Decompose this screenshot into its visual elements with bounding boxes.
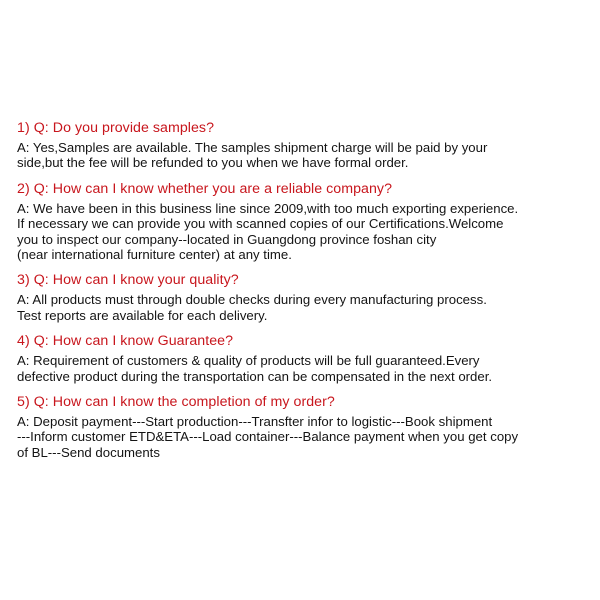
faq-answer-line: defective product during the transportation can be compensated in the next order. [17,368,493,384]
faq-answer-line: side,but the fee will be refunded to you when we have formal order. [17,155,409,171]
faq-answer [17,353,592,384]
faq-answer-line: If necessary we can provide you with scanned copies of our Certifications.Welcome [17,216,504,232]
faq-answer-line: A: Requirement of customers & quality of products will be full guaranteed.Every [17,353,480,369]
faq-answer-line: you to inspect our company--located in Guangdong province foshan city [17,231,437,247]
faq-answer [17,140,592,171]
faq-question: 5) Q: How can I know the completion of my order? [17,394,335,411]
faq-answer-line: ---Inform customer ETD&ETA---Load container---Balance payment when you get copy [17,429,519,445]
faq-answer [17,292,592,323]
faq-list [17,120,592,470]
faq-answer [17,414,592,460]
faq-question: 2) Q: How can I know whether you are a reliable company? [17,180,393,197]
faq-answer [17,201,592,263]
faq-item-samples [17,120,592,171]
faq-item-quality [17,272,592,323]
faq-item-reliable-company [17,181,592,263]
faq-answer-line: of BL---Send documents [17,444,160,460]
faq-item-order-completion [17,394,592,460]
faq-answer-line: A: We have been in this business line since 2009,with too much exporting experience. [17,200,519,216]
faq-question: 3) Q: How can I know your quality? [17,272,239,289]
faq-answer-line: A: Deposit payment---Start production---Transfter infor to logistic---Book shipment [17,414,493,430]
faq-answer-line: (near international furniture center) at any time. [17,247,292,263]
faq-question: 4) Q: How can I know Guarantee? [17,333,234,350]
faq-answer-line: A: All products must through double checks during every manufacturing process. [17,292,487,308]
faq-item-guarantee [17,333,592,384]
faq-question: 1) Q: Do you provide samples? [17,120,215,136]
faq-answer-line: Test reports are available for each delivery. [17,307,268,323]
faq-answer-line: A: Yes,Samples are available. The samples shipment charge will be paid by your [17,140,488,155]
